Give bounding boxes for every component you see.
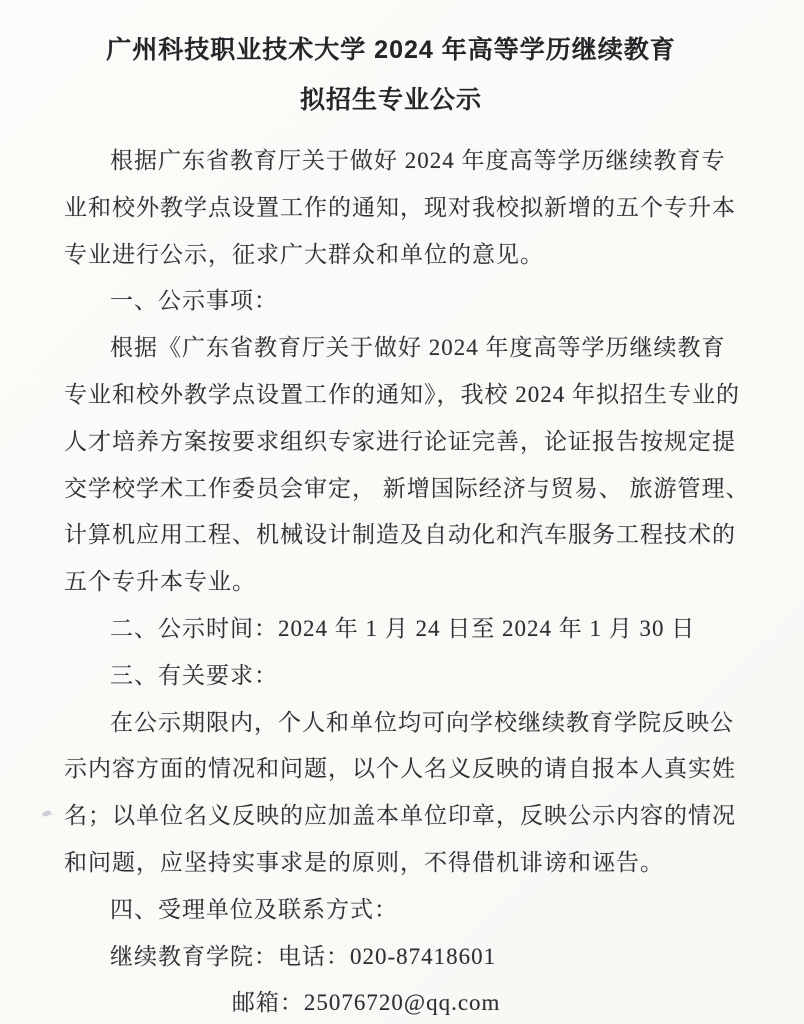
document-line: 一、公示事项： [110, 288, 278, 314]
document-line: 人才培养方案按要求组织专家进行论证完善，论证报告按规定提 [64, 428, 736, 454]
document-line: 专业进行公示，征求广大群众和单位的意见。 [64, 241, 544, 267]
document-line: 名；以单位名义反映的应加盖本单位印章，反映公示内容的情况 [64, 803, 736, 829]
scan-artifact-speck [41, 810, 51, 818]
document-line: 根据广东省教育厅关于做好 2024 年度高等学历继续教育专 [110, 148, 726, 173]
document-line: 三、有关要求： [110, 662, 278, 688]
document-line: 五个专升本专业。 [64, 569, 256, 595]
document-title-line-2: 拟招生专业公示 [299, 86, 482, 114]
document-line: 根据《广东省教育厅关于做好 2024 年度高等学历继续教育 [110, 335, 726, 361]
document-line: 交学校学术工作委员会审定， 新增国际经济与贸易、 旅游管理、 [64, 475, 750, 501]
document-title [64, 0, 718, 125]
document-line: 示内容方面的情况和问题，以个人名义反映的请自报本人真实姓 [64, 756, 736, 782]
document-body [64, 138, 750, 1024]
document-title-line-1: 广州科技职业技术大学 2024 年高等学历继续教育 [106, 36, 676, 64]
document-line: 继续教育学院：电话：020-87418601 [110, 943, 497, 969]
document-line: 二、公示时间：2024 年 1 月 24 日至 2024 年 1 月 30 日 [110, 615, 696, 641]
document-line: 和问题，应坚持实事求是的原则，不得借机诽谤和诬告。 [64, 849, 664, 875]
document-line: 邮箱：25076720@qq.com [231, 990, 501, 1016]
document-line: 计算机应用工程、机械设计制造及自动化和汽车服务工程技术的 [64, 522, 736, 548]
document-line: 在公示期限内，个人和单位均可向学校继续教育学院反映公 [110, 709, 734, 735]
document-line: 专业和校外教学点设置工作的通知》，我校 2024 年拟招生专业的 [64, 381, 740, 407]
document-line: 业和校外教学点设置工作的通知，现对我校拟新增的五个专升本 [64, 194, 736, 220]
document-line: 四、受理单位及联系方式： [110, 896, 398, 922]
